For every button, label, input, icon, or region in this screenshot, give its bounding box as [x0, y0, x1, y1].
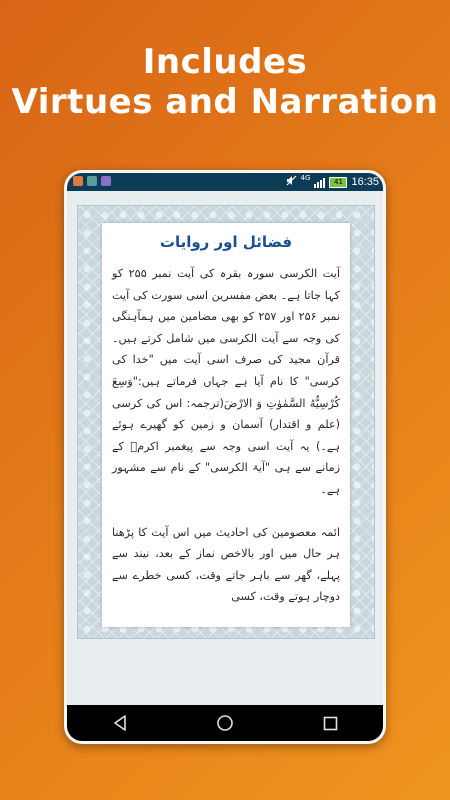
- back-icon: [113, 715, 127, 731]
- app-notification-icon: [73, 176, 83, 186]
- promo-headline: [0, 42, 450, 122]
- signal-icon: [314, 177, 325, 188]
- battery-icon: [329, 177, 347, 188]
- phone-screen: [67, 173, 383, 741]
- article-paragraph: ائمہ معصومین کی احادیث میں اس آیت کا پڑھنا ہر حال میں اور بالاخص نماز کے بعد، نیند سے پہلے، گھر سے باہر جاتے وقت، کسی خطرے سے دوچار ہوتے وقت، کسی: [112, 525, 340, 604]
- phone-frame: [64, 170, 386, 744]
- decorative-pattern-frame: [77, 205, 375, 639]
- app-content: [67, 191, 383, 705]
- status-bar: [67, 173, 383, 191]
- recents-button[interactable]: [310, 708, 350, 738]
- article-paragraph: آیت الکرسی سورہ بقرہ کی آیت نمبر ۲۵۵ کو کہا جاتا ہے۔ بعض مفسرین اسی سورت کی آیت نمبر ۲۵۶ اور ۲۵۷ کو بھی مضامین میں ہمآہنگی کی وجہ سے آیت الکرسی میں شامل کرتے ہیں۔ قرآن مجید کی صرف اسی آیت میں "خدا کی کرسی" کا نام آیا ہے جہاں فرماتے ہیں:"وَسِعَ كُرْسِيُّهُ السَّمٰوٰتِ وَ الارْضَ(ترجمہ: اس کی کرسی (علم و اقتدار) آسمان و زمین کو گھیرے ہوئے ہے۔) یہ آیت اسی وجہ سے پیغمبر اکرمؐ کے زمانے سے ہی "آیۃ الکرسی" کے نام سے مشہور ہے۔: [112, 267, 340, 496]
- headline-line-2: Virtues and Narration: [11, 82, 439, 122]
- network-type: 4G: [300, 174, 311, 182]
- app-notification-icon: [87, 176, 97, 186]
- notification-icons: [73, 176, 111, 186]
- article-title: فضائل اور روایات: [159, 233, 293, 251]
- battery-level: 41: [334, 177, 343, 186]
- mute-icon: [286, 175, 297, 189]
- status-time: 16:35: [351, 176, 379, 188]
- article-card[interactable]: [102, 223, 350, 627]
- navigation-bar: [67, 705, 383, 741]
- home-button[interactable]: [205, 708, 245, 738]
- recents-icon: [323, 716, 338, 731]
- image-notification-icon: [101, 176, 111, 186]
- back-button[interactable]: [100, 708, 140, 738]
- headline-line-1: Includes: [142, 42, 308, 82]
- status-indicators: [286, 175, 379, 189]
- home-icon: [216, 714, 234, 732]
- article-body[interactable]: [112, 263, 340, 627]
